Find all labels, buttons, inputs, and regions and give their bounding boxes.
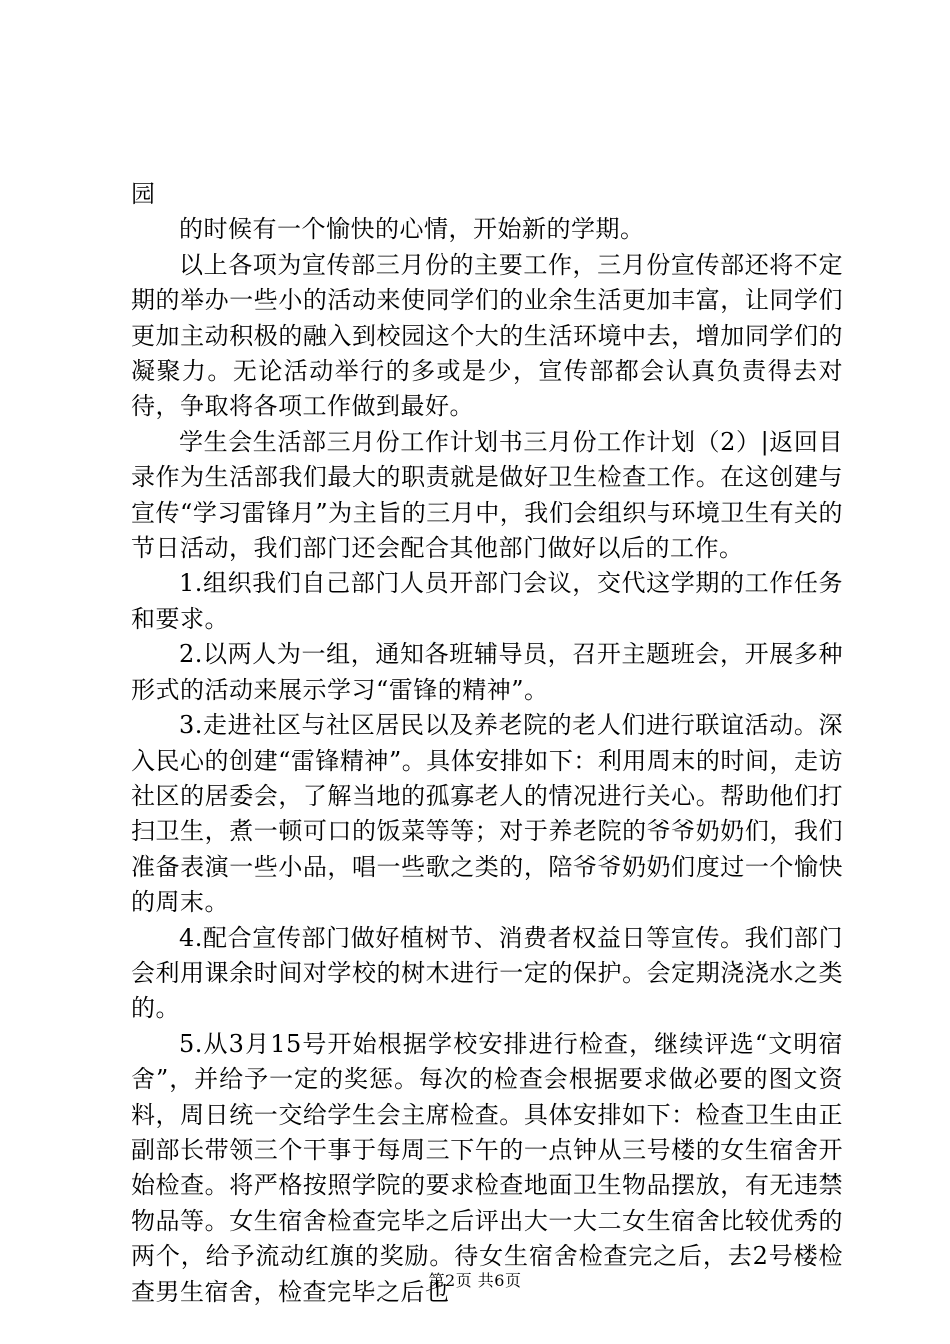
paragraph-2: 以上各项为宣传部三月份的主要工作，三月份宣传部还将不定期的举办一些小的活动来使同学们的业余生活更加丰富，让同学们更加主动积极的融入到校园这个大的生活环境中去，增加同学们的凝聚力。无论活动举行的多或是少，宣传部都会认真负责得去对待，争取将各项工作做到最好。 (131, 250, 843, 421)
paragraph-1: 的时候有一个愉快的心情，开始新的学期。 (179, 215, 645, 244)
paragraph-item-2: 2.以两人为一组，通知各班辅导员，召开主题班会，开展多种形式的活动来展示学习“雷锋的精神”。 (131, 640, 843, 704)
page-number-footer: 第2页 共6页 (428, 1271, 522, 1290)
paragraph-item-1: 1.组织我们自己部门人员开部门会议，交代这学期的工作任务和要求。 (131, 569, 843, 633)
paragraph-3: 学生会生活部三月份工作计划书三月份工作计划（2）|返回目录作为生活部我们最大的职责就是做好卫生检查工作。在这创建与宣传“学习雷锋月”为主旨的三月中，我们会组织与环境卫生有关的节日活动，我们部门还会配合其他部门做好以后的工作。 (131, 427, 843, 563)
document-body (131, 177, 843, 1310)
paragraph-item-5: 5.从3月15号开始根据学校安排进行检查，继续评选“文明宿舍”，并给予一定的奖惩。每次的检查会根据要求做必要的图文资料，周日统一交给学生会主席检查。具体安排如下：检查卫生由正副部长带领三个干事于每周三下午的一点钟从三号楼的女生宿舍开始检查。将严格按照学院的要求检查地面卫生物品摆放，有无违禁物品等。女生宿舍检查完毕之后评出大一大二女生宿舍比较优秀的两个，给予流动红旗的奖励。待女生宿舍检查完之后，去2号楼检查男生宿舍，检查完毕之后也 (131, 1029, 843, 1306)
paragraph-fragment-start: 园 (131, 180, 156, 208)
paragraph-item-3: 3.走进社区与社区居民以及养老院的老人们进行联谊活动。深入民心的创建“雷锋精神”。具体安排如下：利用周末的时间，走访社区的居委会，了解当地的孤寡老人的情况进行关心。帮助他们打扫卫生，煮一顿可口的饭菜等等；对于养老院的爷爷奶奶们，我们准备表演一些小品，唱一些歌之类的，陪爷爷奶奶们度过一个愉快的周末。 (131, 711, 843, 917)
paragraph-item-4: 4.配合宣传部门做好植树节、消费者权益日等宣传。我们部门会利用课余时间对学校的树木进行一定的保护。会定期浇浇水之类的。 (131, 923, 843, 1023)
